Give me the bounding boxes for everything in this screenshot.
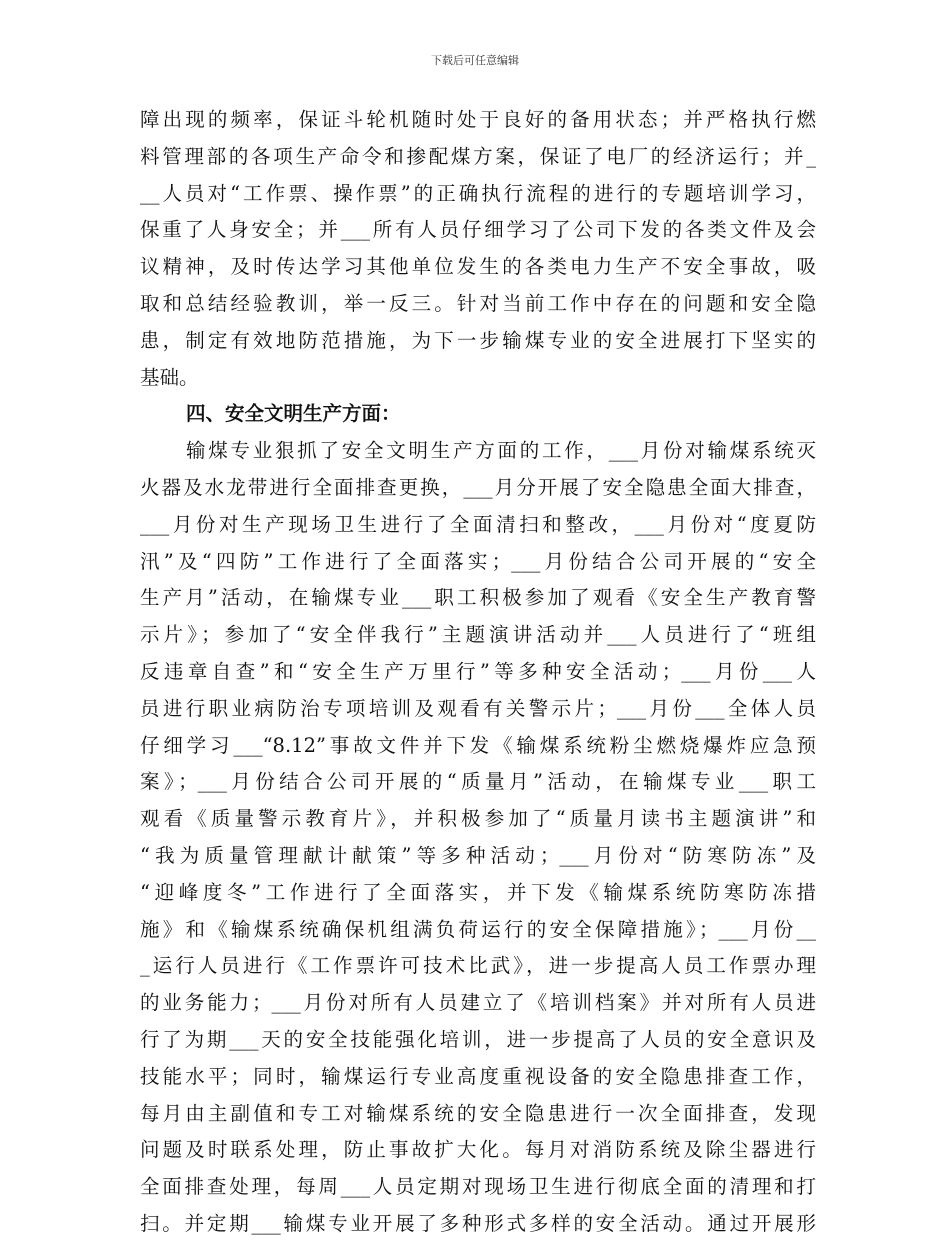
text-line: 行了为期___天的安全技能强化培训，进一步提高了人员的安全意识及 (140, 1027, 816, 1051)
text-line: 全面排查处理，每周___人员定期对现场卫生进行彻底全面的清理和打 (140, 1175, 816, 1199)
section-title: 四、安全文明生产方面： (186, 402, 401, 426)
text-line: “迎峰度冬”工作进行了全面落实，并下发《输煤系统防寒防冻措 (140, 880, 816, 904)
text-line: 取和总结经验教训，举一反三。针对当前工作中存在的问题和安全隐 (140, 291, 816, 315)
text-line: 输煤专业狠抓了安全文明生产方面的工作，___月份对输煤系统灭 (186, 439, 816, 463)
text-line: 基础。 (140, 365, 199, 389)
text-line: 料管理部的各项生产命令和掺配煤方案，保证了电厂的经济运行；并_ (140, 144, 816, 168)
text-line: 员进行职业病防治专项培训及观看有关警示片；___月份___全体人员 (140, 696, 816, 720)
text-line: _运行人员进行《工作票许可技术比武》，进一步提高人员工作票办理 (140, 954, 816, 978)
text-line: 技能水平；同时，输煤运行专业高度重视设备的安全隐患排查工作， (140, 1064, 816, 1088)
text-line: 案》；___月份结合公司开展的“质量月”活动，在输煤专业___职工 (140, 770, 816, 794)
text-line: 施》和《输煤系统确保机组满负荷运行的安全保障措施》；___月份__ (140, 917, 816, 941)
text-line: 患，制定有效地防范措施，为下一步输煤专业的安全进展打下坚实的 (140, 328, 816, 352)
text-line: ___月份对生产现场卫生进行了全面清扫和整改，___月份对“度夏防 (140, 512, 816, 536)
text-line: 反违章自查”和“安全生产万里行”等多种安全活动；___月份___人 (140, 659, 816, 683)
text-line: 障出现的频率，保证斗轮机随时处于良好的备用状态；并严格执行燃 (140, 108, 816, 131)
paragraph-section-body (140, 433, 816, 1243)
text-line: 汛”及“四防”工作进行了全面落实；___月份结合公司开展的“安全 (140, 549, 816, 573)
text-line: 问题及时联系处理，防止事故扩大化。每月对消防系统及除尘器进行 (140, 1138, 816, 1162)
document-body (140, 102, 816, 1243)
text-line: 火器及水龙带进行全面排查更换，___月分开展了安全隐患全面大排查， (140, 475, 816, 499)
text-line: 仔细学习___“8.12”事故文件并下发《输煤系统粉尘燃烧爆炸应急预 (140, 733, 816, 757)
text-line: 观看《质量警示教育片》，并积极参加了“质量月读书主题演讲”和 (140, 807, 816, 831)
text-line: 保重了人身安全；并___所有人员仔细学习了公司下发的各类文件及会 (140, 218, 816, 242)
text-line: 扫。并定期___输煤专业开展了多种形式多样的安全活动。通过开展形 (140, 1211, 816, 1235)
text-line: 的业务能力；___月份对所有人员建立了《培训档案》并对所有人员进 (140, 991, 816, 1015)
paragraph-continuation (140, 102, 816, 396)
text-line: 示片》；参加了“安全伴我行”主题演讲活动并___人员进行了“班组 (140, 623, 816, 647)
text-line: __人员对“工作票、操作票”的正确执行流程的进行的专题培训学习， (140, 181, 816, 205)
section-heading (140, 396, 816, 433)
text-line: “我为质量管理献计献策”等多种活动；___月份对“防寒防冻”及 (140, 843, 816, 867)
text-line: 议精神，及时传达学习其他单位发生的各类电力生产不安全事故，吸 (140, 255, 816, 279)
text-line: 每月由主副值和专工对输煤系统的安全隐患进行一次全面排查，发现 (140, 1101, 816, 1125)
text-line: 生产月”活动，在输煤专业___职工积极参加了观看《安全生产教育警 (140, 586, 816, 610)
page-header-note: 下载后可任意编辑 (431, 54, 519, 67)
